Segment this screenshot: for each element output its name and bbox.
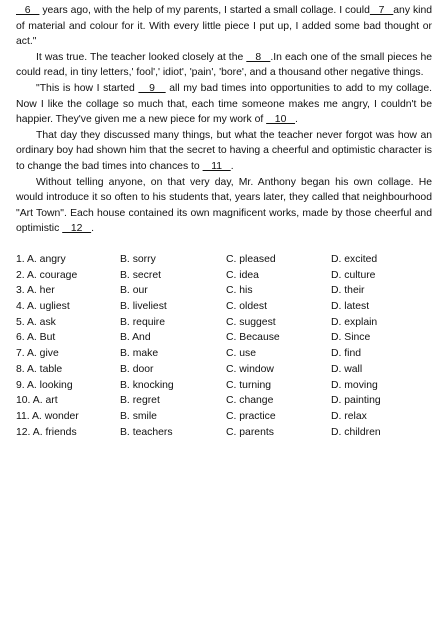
option-row — [16, 252, 436, 268]
option-c: C. idea — [226, 269, 259, 281]
option-row — [16, 330, 436, 346]
paragraph-3 — [16, 81, 432, 128]
option-d: D. explain — [331, 316, 378, 328]
option-a: 7. A. give — [16, 348, 59, 360]
option-d: D. excited — [331, 254, 378, 265]
option-b: B. secret — [120, 269, 161, 281]
option-row — [16, 362, 436, 378]
paragraph-5-text-a: Without telling anyone, on that very day, Mr. Anthony began his own collage. He would introduce it so often to his students that, years later, they called that neighbourhood "Art Town". Each house contained its own magnificent works, made by those cheerful and optimistic — [16, 176, 432, 235]
option-b: B. make — [120, 348, 159, 360]
paragraph-5 — [16, 175, 432, 237]
option-d: D. wall — [331, 363, 363, 375]
option-b: B. regret — [120, 395, 160, 407]
blank-6: 6 — [16, 5, 40, 16]
cloze-passage — [16, 3, 432, 237]
option-a: 9. A. looking — [16, 379, 73, 391]
paragraph-4-text-a: That day they discussed many things, but what the teacher never forgot was how an ordinary boy had shown him that the secret to having a cheerful and optimistic character is to change the bad times into chances to — [16, 129, 432, 172]
option-row — [16, 425, 436, 441]
option-a: 8. A. table — [16, 363, 63, 375]
paragraph-3-text-c: . — [295, 114, 298, 126]
option-c: C. Because — [226, 332, 280, 344]
option-a: 3. A. her — [16, 285, 55, 297]
option-a: 4. A. ugliest — [16, 301, 70, 313]
option-c: C. suggest — [226, 316, 276, 328]
paragraph-2-text-a: It was true. The teacher looked closely at the — [36, 51, 247, 63]
option-b: B. our — [120, 285, 148, 297]
option-d: D. culture — [331, 269, 376, 281]
blank-10: 10 — [266, 114, 296, 126]
blank-7: 7 — [369, 5, 394, 16]
option-c: C. window — [226, 363, 274, 375]
paragraph-1 — [16, 3, 432, 50]
option-a: 10. A. art — [16, 395, 58, 407]
option-d: D. their — [331, 285, 365, 297]
paragraph-3-text-b: all my bad times into opportunities to add to my collage. Now I like the collage so much that, each time someone makes me angry, I couldn't be happier. They've given me a new piece for my work of — [16, 82, 432, 126]
option-row — [16, 409, 436, 425]
option-d: D. relax — [331, 410, 367, 422]
blank-9: 9 — [138, 82, 166, 94]
option-row — [16, 378, 436, 394]
option-c: C. parents — [226, 426, 274, 438]
paragraph-2 — [16, 50, 432, 81]
option-a: 12. A. friends — [16, 426, 77, 438]
option-c: C. use — [226, 348, 257, 360]
paragraph-4 — [16, 128, 432, 175]
paragraph-1-text-a: years ago, with the help of my parents, I started a small collage. I could — [39, 5, 370, 16]
option-c: C. his — [226, 285, 253, 297]
option-a: 1. A. angry — [16, 254, 66, 265]
option-row — [16, 268, 436, 284]
option-c: C. oldest — [226, 301, 268, 313]
option-d: D. latest — [331, 301, 370, 313]
option-b: B. smile — [120, 410, 157, 422]
option-b: B. door — [120, 363, 154, 375]
option-b: B. require — [120, 316, 166, 328]
option-b: B. sorry — [120, 254, 156, 265]
blank-8: 8 — [246, 51, 271, 63]
option-c: C. change — [226, 395, 274, 407]
option-d: D. children — [331, 426, 381, 438]
paragraph-2-text-b: .In each one of the small pieces he could read, in tiny letters,' fool',' idiot', 'pain', 'bore', and a thousand other negative things. — [16, 51, 433, 79]
option-d: D. moving — [331, 379, 378, 391]
option-row — [16, 299, 436, 315]
option-row — [16, 283, 436, 299]
option-b: B. knocking — [120, 379, 174, 391]
blank-11: 11 — [202, 160, 231, 172]
option-d: D. Since — [331, 332, 371, 344]
option-a: 5. A. ask — [16, 316, 56, 328]
option-d: D. find — [331, 348, 362, 360]
option-b: B. And — [120, 332, 151, 344]
option-c: C. turning — [226, 379, 272, 391]
option-c: C. practice — [226, 410, 276, 422]
option-a: 11. A. wonder — [16, 410, 79, 422]
option-a: 6. A. But — [16, 332, 56, 344]
option-c: C. pleased — [226, 254, 276, 265]
blank-12: 12 — [62, 223, 92, 235]
option-b: B. liveliest — [120, 301, 167, 313]
answer-options — [16, 252, 436, 440]
paragraph-1-text-b: any kind of material and colour for it. With every little piece I put up, I added some bad thought or act." — [16, 5, 433, 48]
option-a: 2. A. courage — [16, 269, 78, 281]
option-row — [16, 315, 436, 331]
option-d: D. painting — [331, 395, 381, 407]
paragraph-5-text-b: . — [91, 223, 94, 235]
option-b: B. teachers — [120, 426, 173, 438]
option-row — [16, 393, 436, 409]
paragraph-4-text-b: . — [230, 160, 234, 172]
paragraph-3-text-a: "This is how I started — [36, 82, 139, 94]
option-row — [16, 346, 436, 362]
